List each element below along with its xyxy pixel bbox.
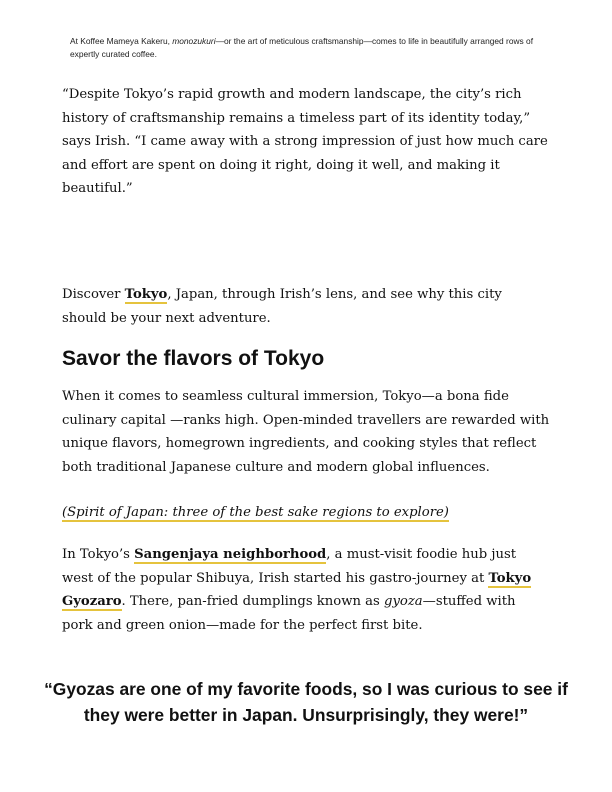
- quote-paragraph: “Despite Tokyo’s rapid growth and modern landscape, the city’s rich history of craftsmanship remains a timeless part of its identity today,” says Irish. “I came away with a strong impression of just how much care and effort are spent on doing it right, doing it well, and making it beautiful.”: [62, 87, 548, 196]
- sangenjaya-link[interactable]: Sangenjaya neighborhood: [134, 547, 327, 562]
- caption-italic-term: monozukuri: [172, 36, 216, 46]
- tokyo-link[interactable]: Tokyo: [124, 287, 168, 302]
- tokyo-gyozaro-link[interactable]: Tokyo Gyozaro: [62, 570, 532, 609]
- gyoza-term: gyoza: [384, 594, 423, 609]
- gyoza-text-1: In Tokyo’s: [62, 547, 135, 562]
- culinary-paragraph: When it comes to seamless cultural immersion, Tokyo—a bona fide culinary capital —ranks high. Open-minded travellers are rewarded with unique flavors, homegrown ingredients, and cooking styles that reflect both traditional Japanese culture and modern global influences.: [62, 389, 550, 475]
- discover-paragraph: [62, 283, 550, 330]
- section-heading: Savor the flavors of Tokyo: [62, 347, 325, 370]
- gyoza-text-3: . There, pan-fried dumplings known as: [121, 594, 384, 609]
- discover-text: Discover: [62, 287, 125, 302]
- discover-text-rest: , Japan, through Irish’s lens, and see why this city should be your next adventure.: [62, 287, 502, 326]
- pull-quote: “Gyozas are one of my favorite foods, so I was curious to see if they were better in Japan. Unsurprisingly, they were!”: [44, 679, 568, 725]
- gyoza-paragraph: [62, 543, 550, 637]
- related-article-link[interactable]: (Spirit of Japan: three of the best sake regions to explore): [62, 505, 449, 520]
- photo-caption: [70, 35, 540, 61]
- caption-text: At Koffee Mameya Kakeru,: [70, 36, 173, 46]
- gyoza-text-4: —stuffed with pork and green onion—made for the perfect first bite.: [62, 594, 516, 633]
- gyoza-text-2: , a must-visit foodie hub just west of the popular Shibuya, Irish started his gastro-journey at: [62, 547, 517, 586]
- related-article-paragraph: [62, 501, 550, 525]
- caption-text-rest: —or the art of meticulous craftsmanship—comes to life in beautifully arranged rows of expertly curated coffee.: [70, 36, 534, 59]
